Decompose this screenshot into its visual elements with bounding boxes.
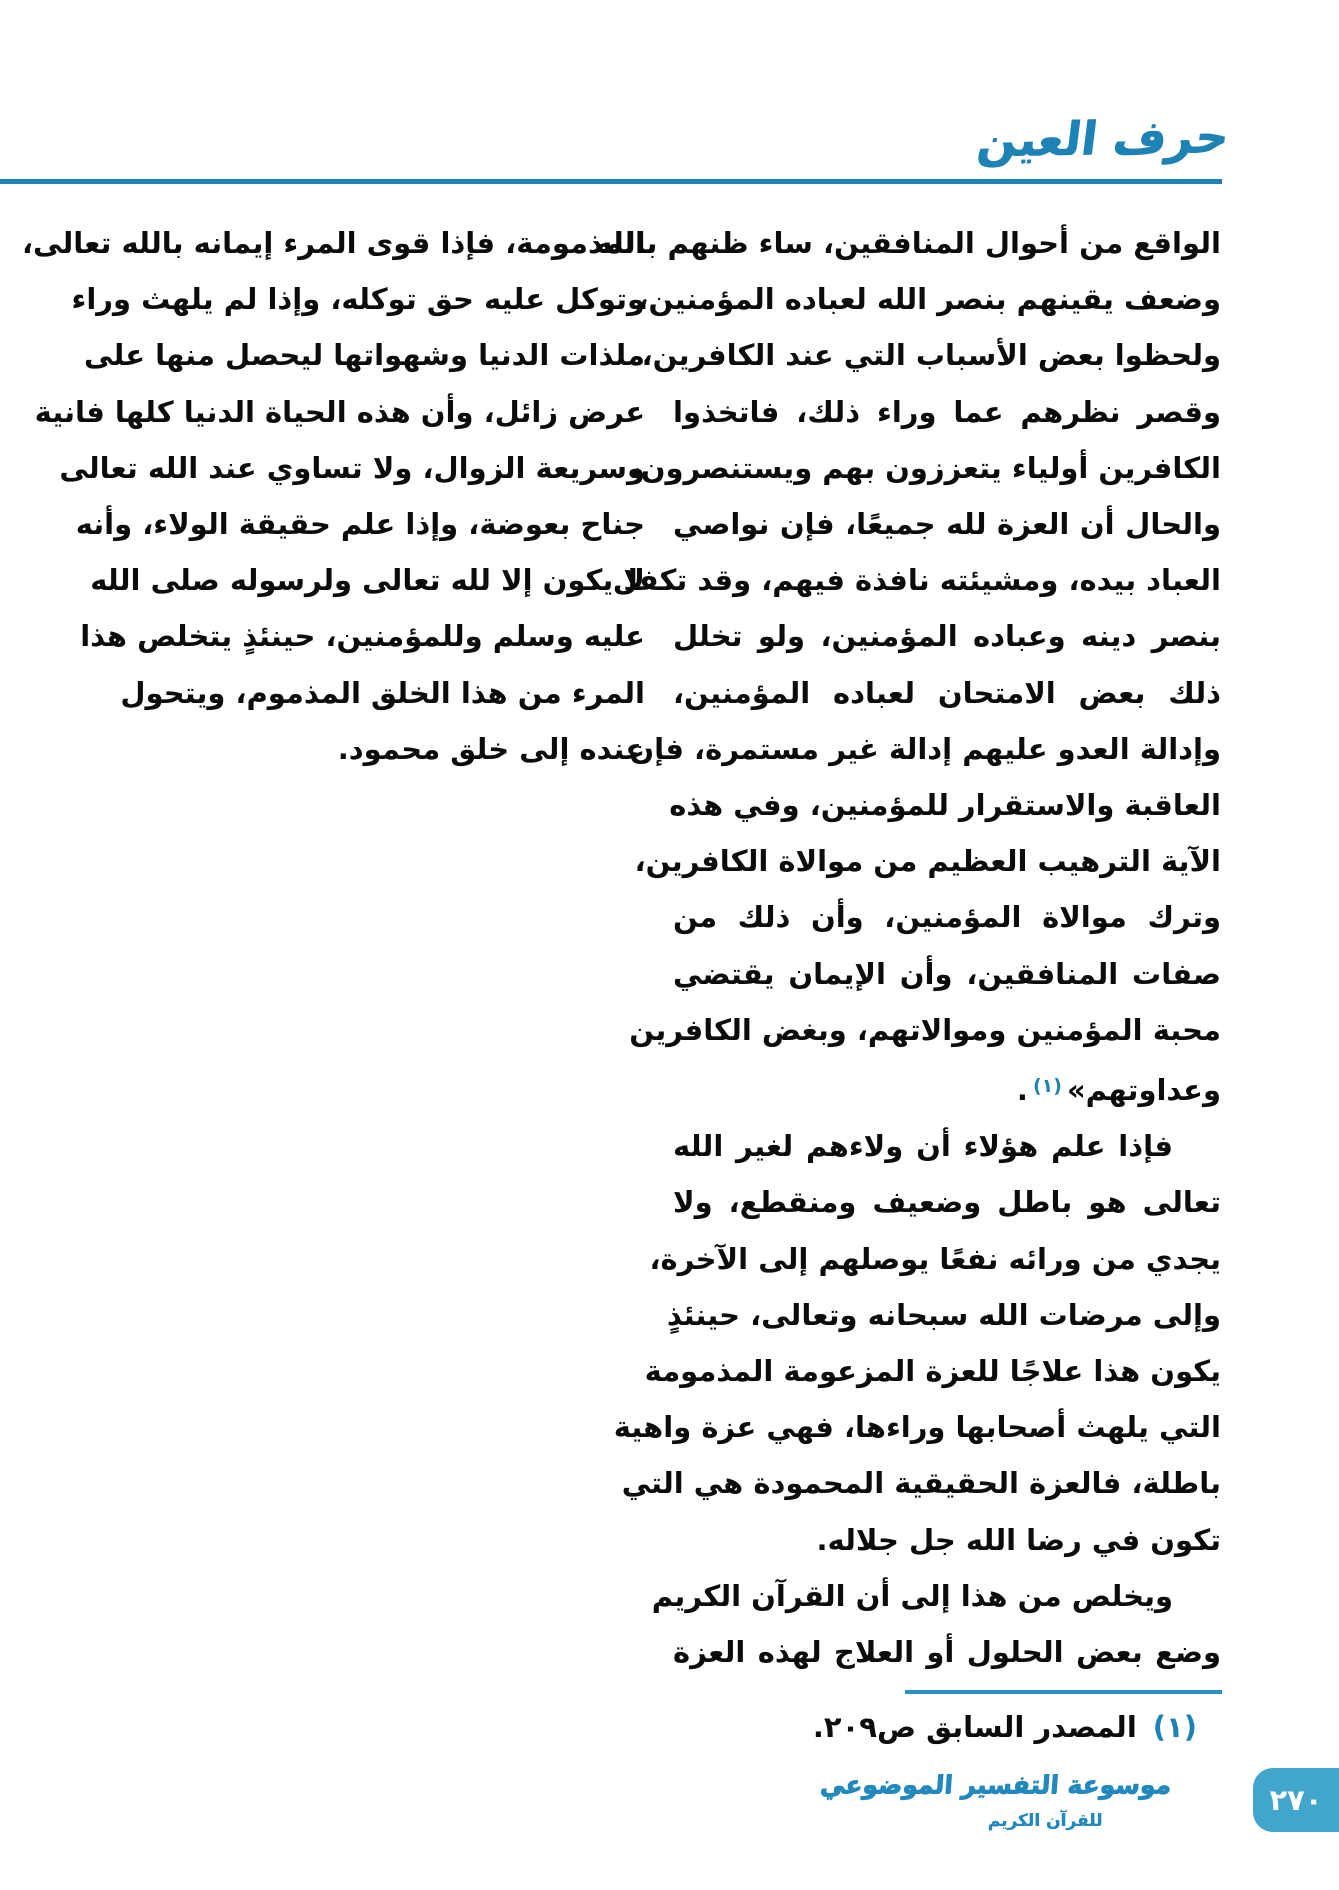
footnote-marker: (١) bbox=[1152, 1710, 1197, 1744]
text-line: وتوكل عليه حق توكله، وإذا لم يلهث وراء bbox=[71, 282, 645, 317]
text-line: ذلك بعض الامتحان لعباده المؤمنين، bbox=[673, 675, 1221, 710]
chapter-title: حرف العين bbox=[973, 108, 1232, 168]
footnote-text: المصدر السابق ص٢٠٩. bbox=[812, 1710, 1137, 1744]
footnote-separator bbox=[905, 1690, 1222, 1694]
footnote bbox=[813, 1702, 1197, 1752]
text-line: وعداوتهم»$^{(١)}$. bbox=[1016, 1073, 1221, 1108]
text-line: تكون في رضا الله جل جلاله. bbox=[816, 1522, 1221, 1557]
text-line: المرء من هذا الخلق المذموم، ويتحول bbox=[120, 675, 645, 710]
text-line: بنصر دينه وعباده المؤمنين، ولو تخلل bbox=[673, 619, 1221, 654]
text-line: العباد بيده، ومشيئته نافذة فيهم، وقد تكفل bbox=[612, 563, 1221, 598]
text-line: العاقبة والاستقرار للمؤمنين، وفي هذه bbox=[669, 788, 1221, 823]
text-line: المذمومة، فإذا قوى المرء إيمانه بالله تعالى، bbox=[21, 226, 645, 260]
text-line: وضع بعض الحلول أو العلاج لهذه العزة bbox=[673, 1635, 1221, 1670]
publisher-logo-subtitle: للقرآن الكريم bbox=[987, 1811, 1103, 1831]
text-line: وقصر نظرهم عما وراء ذلك، فاتخذوا bbox=[673, 394, 1221, 429]
text-line: باطلة، فالعزة الحقيقية المحمودة هي التي bbox=[621, 1466, 1221, 1501]
text-line: الآية الترهيب العظيم من موالاة الكافرين، bbox=[634, 844, 1221, 879]
text-line: وترك موالاة المؤمنين، وأن ذلك من bbox=[673, 900, 1221, 935]
text-line: ملذات الدنيا وشهواتها ليحصل منها على bbox=[84, 338, 645, 373]
text-line: تعالى هو باطل وضعيف ومنقطع، ولا bbox=[673, 1185, 1221, 1220]
text-line: التي يلهث أصحابها وراءها، فهي عزة واهية bbox=[613, 1410, 1221, 1445]
text-line: وإدالة العدو عليهم إدالة غير مستمرة، فإن bbox=[629, 731, 1221, 766]
text-line: ويخلص من هذا إلى أن القرآن الكريم bbox=[651, 1578, 1173, 1613]
text-line: صفات المنافقين، وأن الإيمان يقتضي bbox=[673, 956, 1221, 991]
text-line: يكون هذا علاجًا للعزة المزعومة المذمومة bbox=[644, 1354, 1221, 1389]
text-line: الواقع من أحوال المنافقين، ساء ظنهم بالله bbox=[595, 226, 1221, 260]
text-line: عليه وسلم وللمؤمنين، حينئذٍ يتخلص هذا bbox=[80, 619, 645, 654]
text-line: محبة المؤمنين وموالاتهم، وبغض الكافرين bbox=[629, 1012, 1221, 1047]
text-line: عنده إلى خلق محمود. bbox=[337, 731, 645, 766]
text-line: وسريعة الزوال، ولا تساوي عند الله تعالى bbox=[59, 450, 645, 485]
text-column-left bbox=[21, 215, 645, 777]
page-number: ٢٧٠ bbox=[1269, 1783, 1323, 1817]
text-line: الكافرين أولياء يتعززون بهم ويستنصرون، bbox=[629, 450, 1221, 485]
text-column-right bbox=[595, 215, 1221, 1680]
publisher-logo bbox=[819, 1762, 1173, 1834]
text-line: جناح بعوضة، وإذا علم حقيقة الولاء، وأنه bbox=[75, 507, 645, 542]
publisher-logo-title: موسوعة التفسير الموضوعي bbox=[819, 1770, 1173, 1799]
text-line: ولحظوا بعض الأسباب التي عند الكافرين، bbox=[641, 338, 1221, 373]
text-line: عرض زائل، وأن هذه الحياة الدنيا كلها فانية bbox=[34, 394, 645, 429]
header-rule bbox=[0, 179, 1222, 184]
text-line: وإلى مرضات الله سبحانه وتعالى، حينئذٍ bbox=[666, 1297, 1221, 1332]
footnote-reference: (١) bbox=[1032, 1075, 1062, 1098]
text-line: لا يكون إلا لله تعالى ولرسوله صلى الله bbox=[90, 563, 645, 598]
text-line: يجدي من ورائه نفعًا يوصلهم إلى الآخرة، bbox=[649, 1241, 1221, 1276]
text-line: وضعف يقينهم بنصر الله لعباده المؤمنين، bbox=[637, 282, 1221, 317]
text-line: فإذا علم هؤلاء أن ولاءهم لغير الله bbox=[673, 1129, 1173, 1164]
page-number-badge bbox=[1253, 1768, 1339, 1832]
text-line: والحال أن العزة لله جميعًا، فإن نواصي bbox=[673, 507, 1221, 542]
